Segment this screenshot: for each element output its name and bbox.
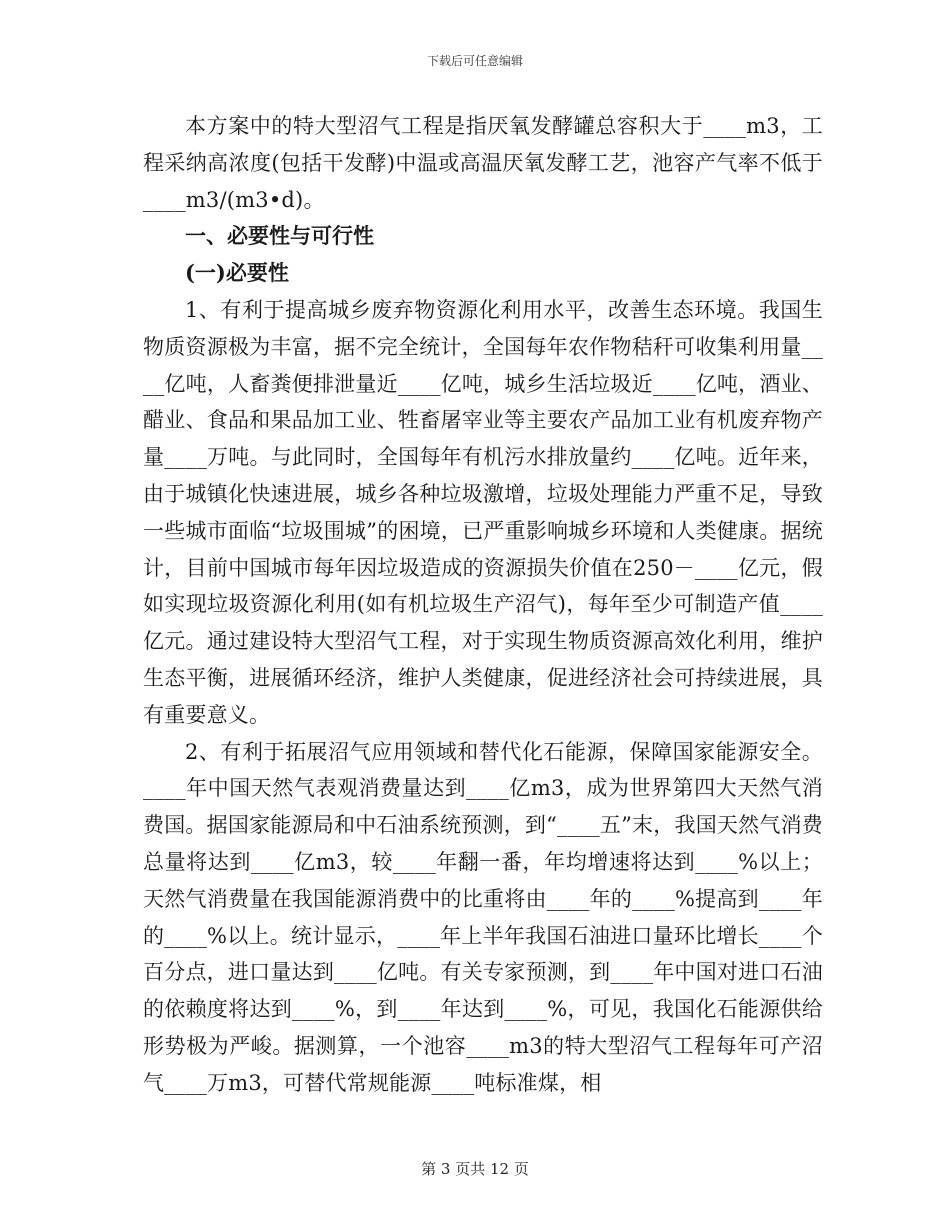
page-header: 下载后可任意编辑 — [426, 54, 523, 68]
document-body — [143, 108, 823, 1102]
paragraph-1: 1、有利于提高城乡废弃物资源化利用水平，改善生态环境。我国生物质资源极为丰富，据不完全统计，全国每年农作物秸秆可收集利用量____亿吨，人畜粪便排泄量近____亿吨，城乡生活垃圾近____亿吨，酒业、醋业、食品和果品加工业、牲畜屠宰业等主要农产品加工业有机废弃物产量____万吨。与此同时，全国每年有机污水排放量约____亿吨。近年来，由于城镇化快速进展，城乡各种垃圾激增，垃圾处理能力严重不足，导致一些城市面临“垃圾围城”的困境，已严重影响城乡环境和人类健康。据统计，目前中国城市每年因垃圾造成的资源损失价值在250－____亿元，假如实现垃圾资源化利用(如有机垃圾生产沼气)，每年至少可制造产值____亿元。通过建设特大型沼气工程，对于实现生物质资源高效化利用，维护生态平衡，进展循环经济，维护人类健康，促进经济社会可持续进展，具有重要意义。 — [143, 297, 823, 727]
subsection-heading: (一)必要性 — [185, 260, 289, 286]
page-footer: 第 3 页共 12 页 — [421, 1160, 529, 1178]
section-heading: 一、必要性与可行性 — [185, 223, 374, 249]
paragraph-2: 2、有利于拓展沼气应用领域和替代化石能源，保障国家能源安全。____年中国天然气表观消费量达到____亿m3，成为世界第四大天然气消费国。据国家能源局和中石油系统预测，到“____五”末，我国天然气消费总量将达到____亿m3，较____年翻一番，年均增速将达到____%以上；天然气消费量在我国能源消费中的比重将由____年的____%提高到____年的____%以上。统计显示，____年上半年我国石油进口量环比增长____个百分点，进口量达到____亿吨。有关专家预测，到____年中国对进口石油的依赖度将达到____%，到____年达到____%，可见，我国化石能源供给形势极为严峻。据测算，一个池容____m3的特大型沼气工程每年可产沼气____万m3，可替代常规能源____吨标准煤，相 — [143, 739, 823, 1095]
intro-paragraph: 本方案中的特大型沼气工程是指厌氧发酵罐总容积大于____m3，工程采纳高浓度(包括干发酵)中温或高温厌氧发酵工艺，池容产气率不低于____m3/(m3•d)。 — [143, 114, 823, 212]
